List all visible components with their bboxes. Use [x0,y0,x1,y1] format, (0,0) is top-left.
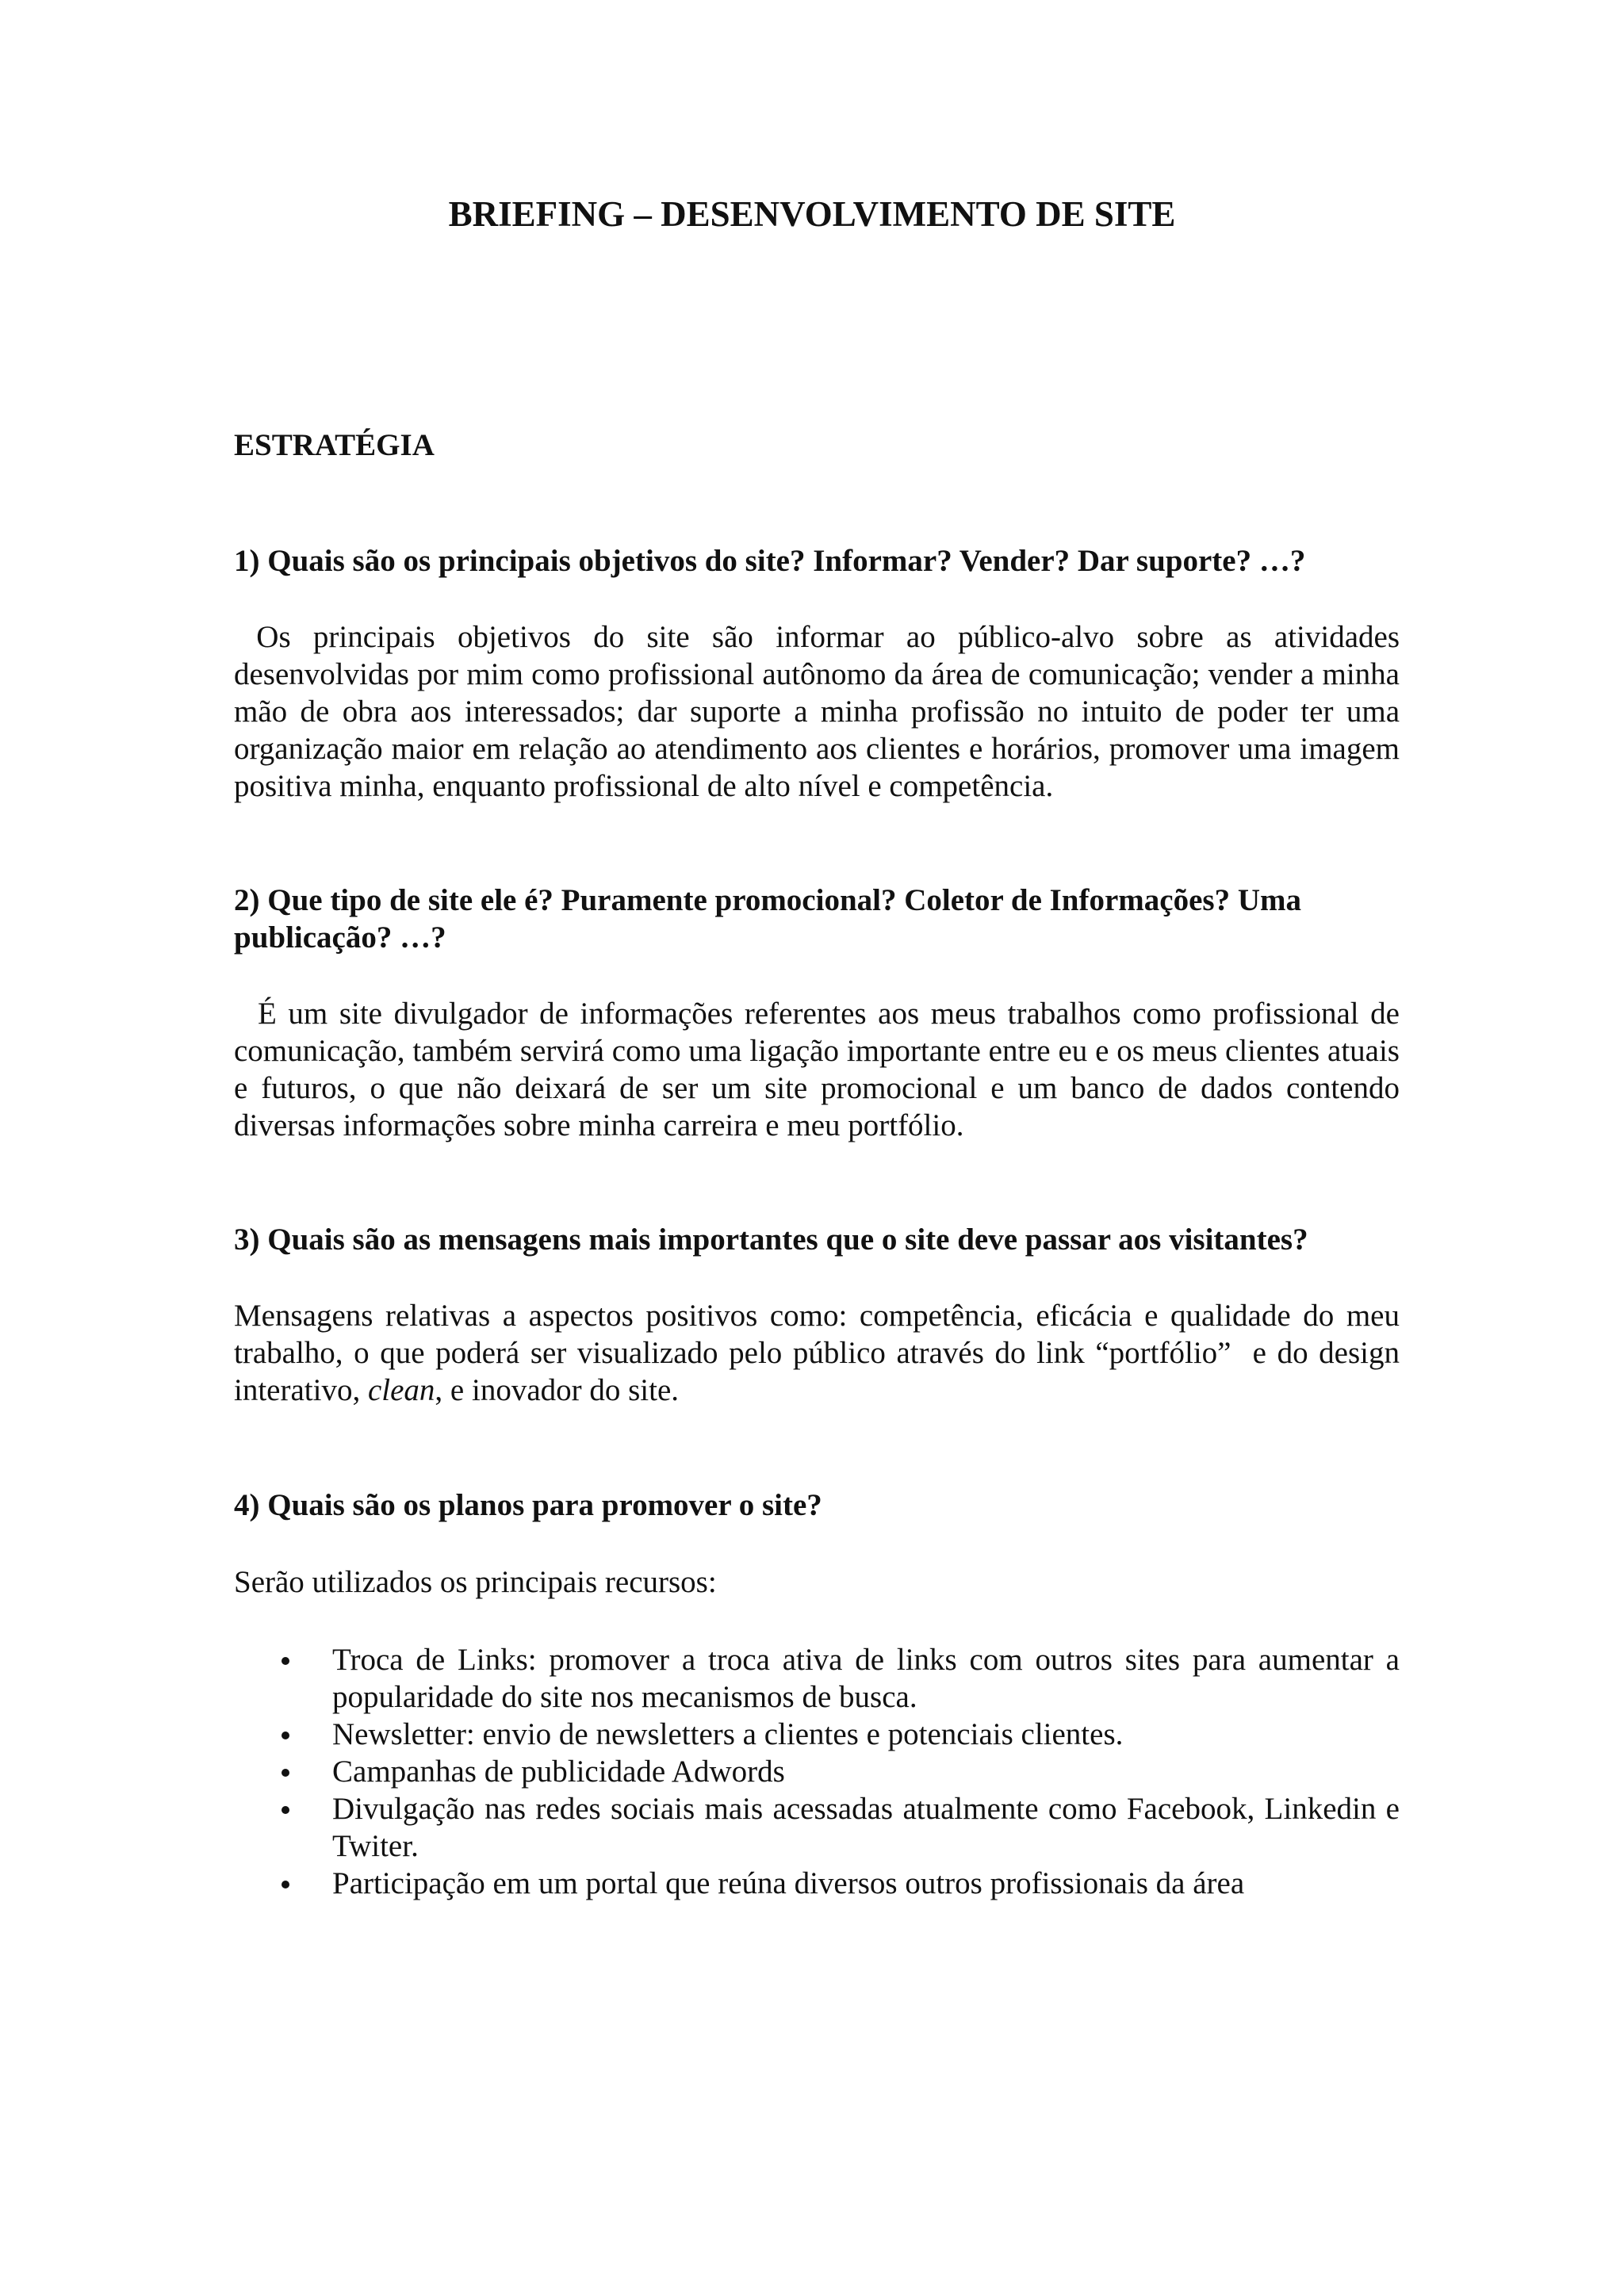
document-title: BRIEFING – DESENVOLVIMENTO DE SITE [448,194,1176,234]
bullet-icon [282,1769,289,1777]
answer-2-text: É um site divulgador de informações referentes aos meus trabalhos como profissional de comunicação, também servirá como uma ligação importante entre eu e os meus clientes atuais e futuros, o que não deixará de ser um site promocional e um banco de dados contendo diversas informações sobre minha carreira e meu portfólio. [234,997,1400,1142]
list-item [234,1790,1400,1865]
question-1: 1) Quais são os principais objetivos do site? Informar? Vender? Dar suporte? …? [234,544,1306,578]
question-3: 3) Quais são as mensagens mais importantes que o site deve passar aos visitantes? [234,1223,1308,1257]
promotion-resources-list [234,1641,1400,1902]
list-item-text: Participação em um portal que reúna diversos outros profissionais da área [332,1866,1245,1900]
list-item-text: Troca de Links: promover a troca ativa de links com outros sites para aumentar a popularidade do site nos mecanismos de busca. [332,1643,1400,1714]
answer-3-text-after: , e inovador do site. [435,1373,680,1407]
answer-4-intro: Serão utilizados os principais recursos: [234,1565,717,1599]
list-item-text: Campanhas de publicidade Adwords [332,1755,785,1789]
list-item [234,1865,1400,1902]
answer-2 [234,995,1400,1144]
question-2: 2) Que tipo de site ele é? Puramente promocional? Coletor de Informações? Uma publicação? …? [234,883,1301,955]
list-item [234,1716,1400,1753]
list-item-text: Newsletter: envio de newsletters a clientes e potenciais clientes. [332,1717,1124,1751]
list-item [234,1641,1400,1716]
section-heading-estrategia: ESTRATÉGIA [234,428,435,462]
list-item-text: Divulgação nas redes sociais mais acessadas atualmente como Facebook, Linkedin e Twiter. [332,1792,1400,1863]
answer-1: Os principais objetivos do site são informar ao público-alvo sobre as atividades desenvolvidas por mim como profissional autônomo da área de comunicação; vender a minha mão de obra aos interessados; dar suporte a minha profissão no intuito de poder ter uma organização maior em relação ao atendimento aos clientes e horários, promover uma imagem positiva minha, enquanto profissional de alto nível e competência. [234,620,1408,803]
answer-3-emphasis: clean [367,1373,435,1407]
bullet-icon [282,1806,289,1814]
bullet-icon [282,1732,289,1739]
answer-3 [234,1297,1408,1409]
list-item [234,1753,1400,1790]
answer-3-text-before: Mensagens relativas a aspectos positivos como: competência, eficácia e qualidade do meu trabalho, o que poderá ser visualizado pelo público através do link “portfólio” e do design interativo, [234,1299,1408,1407]
bullet-icon [282,1657,289,1665]
question-4: 4) Quais são os planos para promover o site? [234,1488,822,1522]
bullet-icon [282,1881,289,1888]
